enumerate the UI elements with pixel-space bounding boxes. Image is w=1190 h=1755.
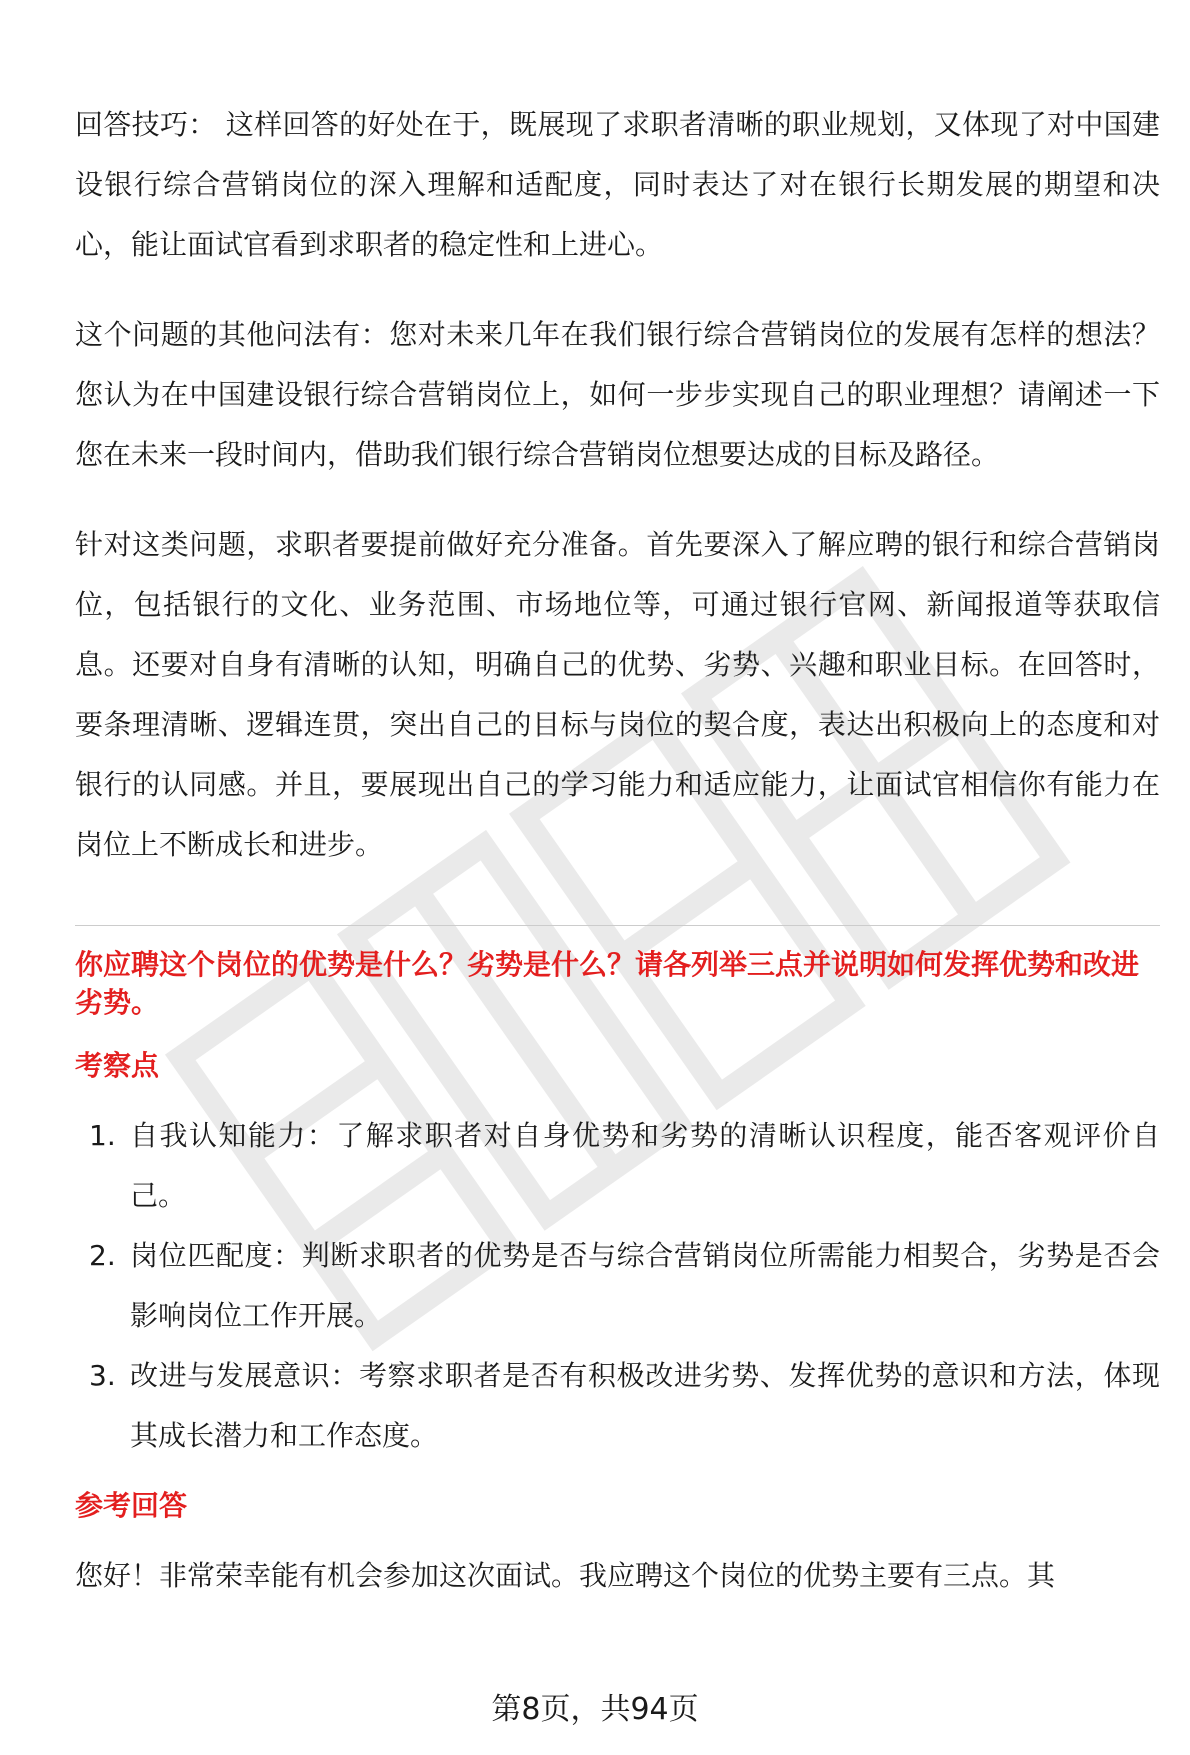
document-body [75,95,1160,1636]
section-divider [75,925,1160,926]
page-number-footer: 第8页，共94页 [491,1692,699,1727]
paragraph-alternate-questions: 这个问题的其他问法有：您对未来几年在我们银行综合营销岗位的发展有怎样的想法？您认为在中国建设银行综合营销岗位上，如何一步步实现自己的职业理想？请阐述一下您在未来一段时间内，借助我们银行综合营销岗位想要达成的目标及路径。 [75,318,1160,471]
list-item-number: 1. [89,1119,116,1152]
reference-answer-title: 参考回答 [75,1489,188,1522]
list-item [75,1346,1160,1466]
question-heading: 你应聘这个岗位的优势是什么？劣势是什么？请各列举三点并说明如何发挥优势和改进劣势。 [75,948,1140,1019]
paragraph-preparation-advice: 针对这类问题，求职者要提前做好充分准备。首先要深入了解应聘的银行和综合营销岗位，包括银行的文化、业务范围、市场地位等，可通过银行官网、新闻报道等获取信息。还要对自身有清晰的认知，明确自己的优势、劣势、兴趣和职业目标。在回答时，要条理清晰、逻辑连贯，突出自己的目标与岗位的契合度，表达出积极向上的态度和对银行的认同感。并且，要展现出自己的学习能力和适应能力，让面试官相信你有能力在岗位上不断成长和进步。 [75,528,1160,861]
list-item-number: 3. [89,1359,116,1392]
paragraph-reference-answer: 您好！非常荣幸能有机会参加这次面试。我应聘这个岗位的优势主要有三点。其 [75,1559,1056,1592]
list-item-number: 2. [89,1239,116,1272]
exam-points-list [75,1106,1160,1466]
paragraph-answer-tips: 回答技巧： 这样回答的好处在于，既展现了求职者清晰的职业规划，又体现了对中国建设银行综合营销岗位的深入理解和适配度，同时表达了对在银行长期发展的期望和决心，能让面试官看到求职者的稳定性和上进心。 [75,108,1160,261]
list-item [75,1106,1160,1226]
list-item-text: 改进与发展意识：考察求职者是否有积极改进劣势、发挥优势的意识和方法，体现其成长潜力和工作态度。 [130,1359,1160,1452]
list-item-text: 自我认知能力：了解求职者对自身优势和劣势的清晰认识程度，能否客观评价自己。 [130,1119,1160,1212]
list-item-text: 岗位匹配度：判断求职者的优势是否与综合营销岗位所需能力相契合，劣势是否会影响岗位工作开展。 [130,1239,1160,1332]
exam-points-title: 考察点 [75,1049,160,1082]
list-item [75,1226,1160,1346]
